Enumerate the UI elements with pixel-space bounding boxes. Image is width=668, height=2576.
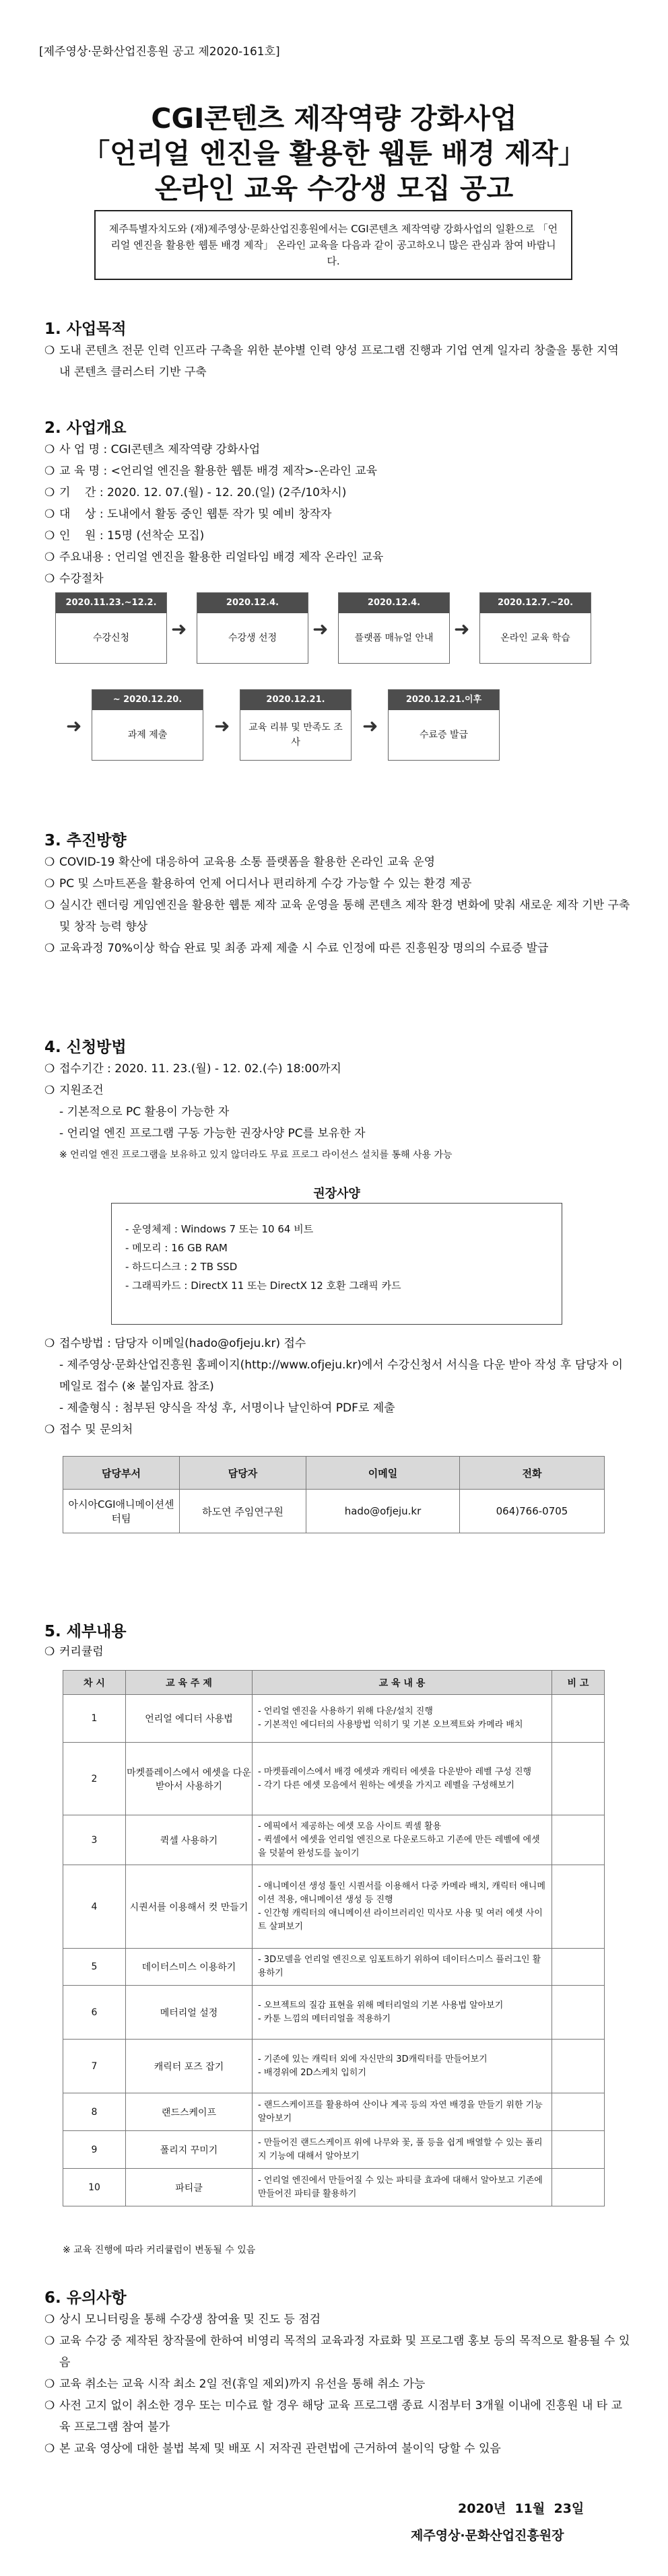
circle-bullet-icon: ❍: [44, 2399, 55, 2412]
spec-title: 권장사양: [313, 1187, 360, 1201]
list-item: ❍ 사전 고지 없이 취소한 경우 또는 미수료 할 경우 해당 교육 프로그램 종료 시점부터 3개월 이내에 진흥원 내 타 교육 프로그램 참여 불가: [44, 2395, 630, 2438]
page-title-line-2: 「언리얼 엔진을 활용한 웹툰 배경 제작」: [82, 137, 586, 170]
circle-bullet-icon: ❍: [44, 464, 55, 478]
section-4-heading: 4. 신청방법: [44, 1039, 127, 1056]
page-title-line-3: 온라인 교육 수강생 모집 공고: [154, 172, 514, 205]
list-item: ❍ 지원조건: [44, 1080, 630, 1101]
row-number: 3: [63, 1815, 126, 1865]
table-cell: 하도연 주임연구원: [180, 1490, 306, 1533]
table-row: [63, 2040, 605, 2093]
row-topic: 랜드스케이프: [126, 2093, 253, 2131]
list-item: ❍ 상시 모니터링을 통해 수강생 참여율 및 진도 등 점검: [44, 2309, 630, 2330]
process-step: 2020.12.21. 교육 리뷰 및 만족도 조사: [240, 689, 352, 761]
section-3-heading: 3. 추진방향: [44, 832, 127, 849]
arrow-right-icon: ➜: [214, 715, 230, 737]
circle-bullet-icon: ❍: [44, 1337, 55, 1350]
row-topic: 언리얼 에디터 사용법: [126, 1695, 253, 1743]
row-number: 1: [63, 1695, 126, 1743]
notice-date: 2020년 11월 23일: [458, 2501, 584, 2516]
row-topic: 파티클: [126, 2169, 253, 2206]
row-number: 6: [63, 1986, 126, 2040]
row-topic: 폴리지 꾸미기: [126, 2131, 253, 2169]
section-4-body: [44, 1058, 630, 1166]
circle-bullet-icon: ❍: [44, 344, 55, 357]
row-content: - 언리얼 엔진에서 만들어질 수 있는 파티클 효과에 대해서 알아보고 기존에 만들어진 파티클 활용하기: [253, 2169, 552, 2206]
section-2-body: [44, 439, 630, 590]
row-number: 4: [63, 1865, 126, 1949]
section-5-heading: 5. 세부내용: [44, 1623, 127, 1640]
condition-item: - 기본적으로 PC 활용이 가능한 자: [59, 1105, 230, 1119]
process-step: 2020.12.21.이후 수료증 발급: [388, 689, 500, 761]
process-step: 2020.11.23.~12.2. 수강신청: [55, 592, 167, 664]
row-content: - 기존에 있는 캐릭터 외에 자신만의 3D캐릭터를 만들어보기 - 배경위에 2D스케치 입히기: [253, 2040, 552, 2093]
section-6-heading: 6. 유의사항: [44, 2289, 127, 2307]
section-4-method: [44, 1333, 630, 1440]
circle-bullet-icon: ❍: [44, 486, 55, 499]
row-note: [552, 1695, 605, 1743]
row-number: 10: [63, 2169, 126, 2206]
row-content: - 오브젝트의 질감 표현을 위해 메터리얼의 기본 사용법 알아보기 - 카툰 느낌의 메터리얼을 적용하기: [253, 1986, 552, 2040]
curriculum-note: ※ 교육 진행에 따라 커리큘럼이 변동될 수 있음: [63, 2245, 256, 2256]
row-content: - 에픽에서 제공하는 에셋 모음 사이트 퀵셀 활용 - 퀵셀에서 에셋을 언리얼 엔진으로 다운로드하고 기존에 만든 레벨에 에셋을 덧붙여 완성도를 높이기: [253, 1815, 552, 1865]
note: ※ 언리얼 엔진 프로그램을 보유하고 있지 않더라도 무료 프로그 라이선스 설치를 통해 사용 가능: [59, 1150, 453, 1160]
row-note: [552, 2093, 605, 2131]
list-item: ❍ COVID-19 확산에 대응하여 교육용 소통 플랫폼을 활용한 온라인 교육 운영: [44, 851, 630, 873]
spec-item: - 하드디스크 : 2 TB SSD: [125, 1261, 238, 1273]
circle-bullet-icon: ❍: [44, 899, 55, 912]
table-row: [63, 2131, 605, 2169]
row-content: - 언리얼 엔진을 사용하기 위해 다운/설치 진행 - 기본적인 에디터의 사용방법 익히기 및 기본 오브젝트와 카메라 배치: [253, 1695, 552, 1743]
row-note: [552, 1815, 605, 1865]
row-topic: 퀵셀 사용하기: [126, 1815, 253, 1865]
section-1-body: [44, 340, 630, 383]
table-row: [63, 1490, 605, 1533]
process-step: ~ 2020.12.20. 과제 제출: [92, 689, 203, 761]
column-header: 교 육 내 용: [253, 1671, 552, 1695]
spec-item: - 그래픽카드 : DirectX 11 또는 DirectX 12 호환 그래픽 카드: [125, 1280, 401, 1292]
row-content: - 랜드스케이프를 활용하여 산이나 계곡 등의 자연 배경을 만들기 위한 기능 알아보기: [253, 2093, 552, 2131]
row-content: - 마켓플레이스에서 배경 에셋과 캐릭터 에셋을 다운받아 레벨 구성 진행 - 각기 다른 에셋 모음에서 원하는 에셋을 가지고 레벨을 구성해보기: [253, 1743, 552, 1815]
circle-bullet-icon: ❍: [44, 1423, 55, 1436]
column-header: 담당자: [180, 1457, 306, 1490]
row-content: - 만들어진 랜드스케이프 위에 나무와 꽃, 풀 등을 쉽게 배열할 수 있는 폴리지 기능에 대해서 알아보기: [253, 2131, 552, 2169]
row-topic: 마켓플레이스에서 에셋을 다운받아서 사용하기: [126, 1743, 253, 1815]
condition-item: - 언리얼 엔진 프로그램 구동 가능한 권장사양 PC를 보유한 자: [59, 1127, 366, 1140]
contact-table: [63, 1456, 605, 1533]
row-note: [552, 1949, 605, 1986]
method-detail: - 제출형식 : 첨부된 양식을 작성 후, 서명이나 날인하여 PDF로 제출: [59, 1401, 395, 1415]
circle-bullet-icon: ❍: [44, 942, 55, 955]
process-step: 2020.12.4. 플랫폼 매뉴얼 안내: [338, 592, 450, 664]
list-item: ❍ 사 업 명 : CGI콘텐츠 제작역량 강화사업: [44, 439, 630, 460]
list-item: ❍ 접수방법 : 담당자 이메일(hado@ofjeju.kr) 접수: [44, 1333, 630, 1354]
table-row: [63, 2093, 605, 2131]
circle-bullet-icon: ❍: [44, 1062, 55, 1076]
circle-bullet-icon: ❍: [44, 2377, 55, 2391]
curriculum-table: [63, 1670, 605, 2206]
list-item: ❍ 교육과정 70%이상 학습 완료 및 최종 과제 제출 시 수료 인정에 따른 진흥원장 명의의 수료증 발급: [44, 938, 630, 959]
email-link[interactable]: hado@ofjeju.kr: [306, 1490, 460, 1533]
table-cell: 064)766-0705: [460, 1490, 605, 1533]
circle-bullet-icon: ❍: [44, 529, 55, 543]
table-row: [63, 1949, 605, 1986]
table-row: [63, 1743, 605, 1815]
column-header: 이메일: [306, 1457, 460, 1490]
row-topic: 데이터스미스 이용하기: [126, 1949, 253, 1986]
row-topic: 시퀀서를 이용해서 컷 만들기: [126, 1865, 253, 1949]
circle-bullet-icon: ❍: [44, 551, 55, 564]
list-item: ❍ 도내 콘텐츠 전문 인력 인프라 구축을 위한 분야별 인력 양성 프로그램 진행과 기업 연계 일자리 창출을 통한 지역 내 콘텐츠 클러스터 기반 구축: [44, 340, 630, 383]
list-item: ❍ PC 및 스마트폰을 활용하여 언제 어디서나 편리하게 수강 가능할 수 있는 환경 제공: [44, 873, 630, 895]
circle-bullet-icon: ❍: [44, 1084, 55, 1097]
table-row: [63, 1865, 605, 1949]
list-item: ❍ 접수 및 문의처: [44, 1419, 630, 1440]
row-note: [552, 2169, 605, 2206]
arrow-right-icon: ➜: [454, 618, 470, 640]
table-header-row: [63, 1457, 605, 1490]
intro-box: 제주특별자치도와 (재)제주영상·문화산업진흥원에서는 CGI콘텐츠 제작역량 강화사업의 일환으로 「언리얼 엔진을 활용한 웹툰 배경 제작」 온라인 교육을 다음과 같이 공고하오니 많은 관심과 참여 바랍니다.: [94, 210, 572, 280]
row-content: - 애니메이션 생성 툴인 시퀀서를 이용해서 다중 카메라 배치, 캐릭터 애니메이션 적용, 애니메이션 생성 등 진행 - 인간형 캐릭터의 애니메이션 라이브러리인 믹사모 사용 및 여러 에셋 사이트 살펴보기: [253, 1865, 552, 1949]
circle-bullet-icon: ❍: [44, 1645, 55, 1659]
circle-bullet-icon: ❍: [44, 443, 55, 456]
column-header: 차 시: [63, 1671, 126, 1695]
list-item: ❍ 교육 취소는 교육 시작 최소 2일 전(휴일 제외)까지 유선을 통해 취소 가능: [44, 2373, 630, 2395]
process-step: 2020.12.7.~20. 온라인 교육 학습: [479, 592, 591, 664]
spec-box: [111, 1187, 562, 1325]
circle-bullet-icon: ❍: [44, 2442, 55, 2456]
row-topic: 메터리얼 설정: [126, 1986, 253, 2040]
row-number: 8: [63, 2093, 126, 2131]
list-item: ❍ 접수기간 : 2020. 11. 23.(월) - 12. 02.(수) 18:00까지: [44, 1058, 630, 1080]
issuer-name: 제주영상·문화산업진흥원장: [411, 2528, 564, 2543]
list-item: ❍ 수강절차: [44, 568, 630, 590]
list-item: ❍ 교육 수강 중 제작된 창작물에 한하여 비영리 목적의 교육과정 자료화 및 프로그램 홍보 등의 목적으로 활용될 수 있음: [44, 2330, 630, 2373]
row-note: [552, 1743, 605, 1815]
arrow-right-icon: ➜: [362, 715, 378, 737]
table-row: [63, 1986, 605, 2040]
row-note: [552, 1986, 605, 2040]
process-step: 2020.12.4. 수강생 선정: [197, 592, 308, 664]
list-item: ❍ 커리큘럼: [44, 1641, 630, 1663]
section-2-heading: 2. 사업개요: [44, 419, 127, 437]
row-number: 9: [63, 2131, 126, 2169]
column-header: 비 고: [552, 1671, 605, 1695]
column-header: 교 육 주 제: [126, 1671, 253, 1695]
arrow-right-icon: ➜: [66, 715, 82, 737]
column-header: 담당부서: [63, 1457, 180, 1490]
arrow-right-icon: ➜: [312, 618, 329, 640]
table-header-row: [63, 1671, 605, 1695]
row-note: [552, 2131, 605, 2169]
circle-bullet-icon: ❍: [44, 877, 55, 891]
row-number: 7: [63, 2040, 126, 2093]
list-item: ❍ 대 상 : 도내에서 활동 중인 웹툰 작가 및 예비 창작자: [44, 503, 630, 525]
table-cell: 아시아CGI애니메이션센터팀: [63, 1490, 180, 1533]
circle-bullet-icon: ❍: [44, 2334, 55, 2348]
document-id: [제주영상·문화산업진흥원 공고 제2020-161호]: [39, 45, 280, 59]
row-content: - 3D모델을 언리얼 엔진으로 임포트하기 위하여 데이터스미스 플러그인 활용하기: [253, 1949, 552, 1986]
row-number: 2: [63, 1743, 126, 1815]
list-item: ❍ 주요내용 : 언리얼 엔진을 활용한 리얼타임 배경 제작 온라인 교육: [44, 547, 630, 568]
circle-bullet-icon: ❍: [44, 572, 55, 586]
column-header: 전화: [460, 1457, 605, 1490]
list-item: ❍ 기 간 : 2020. 12. 07.(월) - 12. 20.(일) (2주/10차시): [44, 482, 630, 503]
section-5-sub: [44, 1641, 630, 1663]
circle-bullet-icon: ❍: [44, 508, 55, 521]
list-item: ❍ 본 교육 영상에 대한 불법 복제 및 배포 시 저작권 관련법에 근거하여 불이익 당할 수 있음: [44, 2438, 630, 2460]
section-1-heading: 1. 사업목적: [44, 320, 127, 338]
row-note: [552, 2040, 605, 2093]
arrow-right-icon: ➜: [171, 618, 187, 640]
table-row: [63, 2169, 605, 2206]
circle-bullet-icon: ❍: [44, 2313, 55, 2326]
spec-item: - 메모리 : 16 GB RAM: [125, 1242, 228, 1254]
section-6-body: [44, 2309, 630, 2460]
row-note: [552, 1865, 605, 1949]
page-title-line-1: CGI콘텐츠 제작역량 강화사업: [151, 102, 517, 135]
method-detail: - 제주영상·문화산업진흥원 홈페이지(http://www.ofjeju.kr)에서 수강신청서 서식을 다운 받아 작성 후 담당자 이메일로 접수 (※ 붙임자료 참조): [59, 1358, 623, 1393]
list-item: ❍ 인 원 : 15명 (선착순 모집): [44, 525, 630, 547]
row-number: 5: [63, 1949, 126, 1986]
table-row: [63, 1695, 605, 1743]
row-topic: 캐릭터 포즈 잡기: [126, 2040, 253, 2093]
spec-item: - 운영체제 : Windows 7 또는 10 64 비트: [125, 1223, 314, 1235]
list-item: ❍ 실시간 렌더링 게임엔진을 활용한 웹툰 제작 교육 운영을 통해 콘텐츠 제작 환경 변화에 맞춰 새로운 제작 기반 구축 및 창작 능력 향상: [44, 895, 630, 938]
circle-bullet-icon: ❍: [44, 856, 55, 869]
table-row: [63, 1815, 605, 1865]
section-3-body: [44, 851, 630, 959]
list-item: ❍ 교 육 명 : <언리얼 엔진을 활용한 웹툰 배경 제작>-온라인 교육: [44, 460, 630, 482]
